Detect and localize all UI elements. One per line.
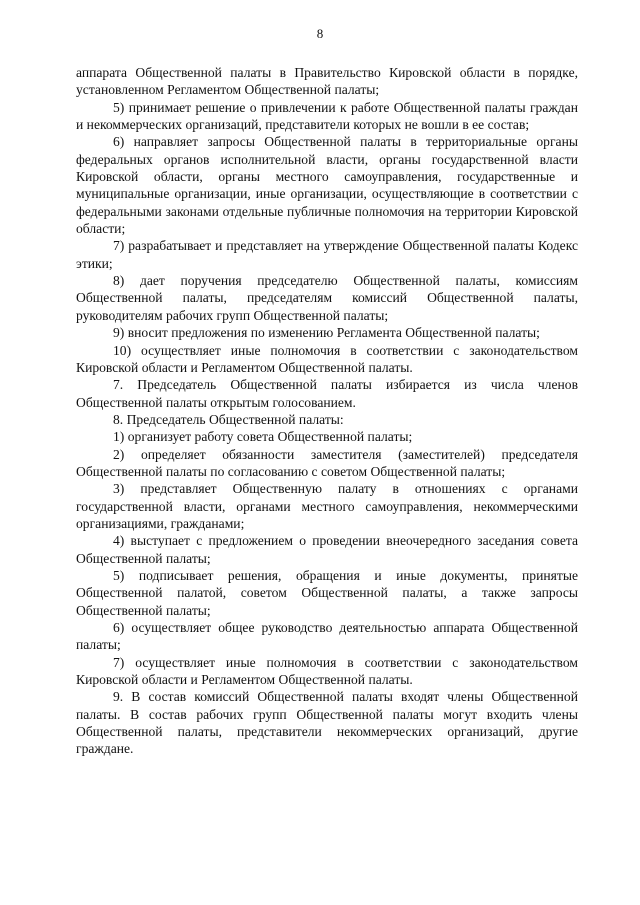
paragraph-chair-item-1: 1) организует работу совета Общественной палаты; — [113, 429, 413, 445]
paragraph-item-10: 10) осуществляет иные полномочия в соответствии с законодательством Кировской области и Регламентом Общественной палаты. — [76, 342, 578, 375]
paragraph-item-6: 6) направляет запросы Общественной палаты в территориальные органы федеральных органов исполнительной власти, органы государственной власти Кировской области, органы местного самоуправления, государственные и муниципальные организации, иные организации, осуществляющие в соответствии с федеральными законами отдельные публичные полномочия на территории Кировской области; — [76, 134, 578, 237]
page-number: 8 — [316, 26, 324, 41]
paragraph-section-8: 8. Председатель Общественной палаты: — [113, 411, 344, 427]
paragraph-item-8: 8) дает поручения председателю Общественной палаты, комиссиям Общественной палаты, председателям комиссий Общественной палаты, руководителям рабочих групп Общественной палаты; — [76, 273, 578, 323]
paragraph-chair-item-5: 5) подписывает решения, обращения и иные документы, принятые Общественной палатой, советом Общественной палаты, а также запросы Общественной палаты; — [76, 567, 578, 618]
paragraph-item-7: 7) разрабатывает и представляет на утверждение Общественной палаты Кодекс этики; — [76, 238, 578, 271]
paragraph-item-5: 5) принимает решение о привлечении к работе Общественной палаты граждан и некоммерческих организаций, представители которых не вошли в ее состав; — [76, 99, 578, 133]
paragraph-chair-item-7: 7) осуществляет иные полномочия в соответствии с законодательством Кировской области и Регламентом Общественной палаты. — [76, 654, 578, 688]
paragraph-section-9: 9. В состав комиссий Общественной палаты входят члены Общественной палаты. В состав рабочих групп Общественной палаты могут входить члены Общественной палаты, представители некоммерческих организаций, другие граждане. — [76, 689, 578, 757]
paragraph-chair-item-6: 6) осуществляет общее руководство деятельностью аппарата Общественной палаты; — [76, 620, 578, 653]
paragraph-section-7: 7. Председатель Общественной палаты избирается из числа членов Общественной палаты открытым голосованием. — [76, 377, 578, 410]
paragraph-chair-item-4: 4) выступает с предложением о проведении внеочередного заседания совета Общественной палаты; — [76, 533, 578, 566]
paragraph-chair-item-3: 3) представляет Общественную палату в отношениях с органами государственной власти, органами местного самоуправления, некоммерческими организациями, гражданами; — [76, 481, 578, 531]
paragraph-item-9: 9) вносит предложения по изменению Регламента Общественной палаты; — [113, 325, 540, 341]
document-body — [76, 64, 578, 758]
paragraph-continuation: аппарата Общественной палаты в Правительство Кировской области в порядке, установленном Регламентом Общественной палаты; — [76, 65, 578, 98]
paragraph-chair-item-2: 2) определяет обязанности заместителя (заместителей) председателя Общественной палаты по согласованию с советом Общественной палаты; — [76, 446, 578, 479]
